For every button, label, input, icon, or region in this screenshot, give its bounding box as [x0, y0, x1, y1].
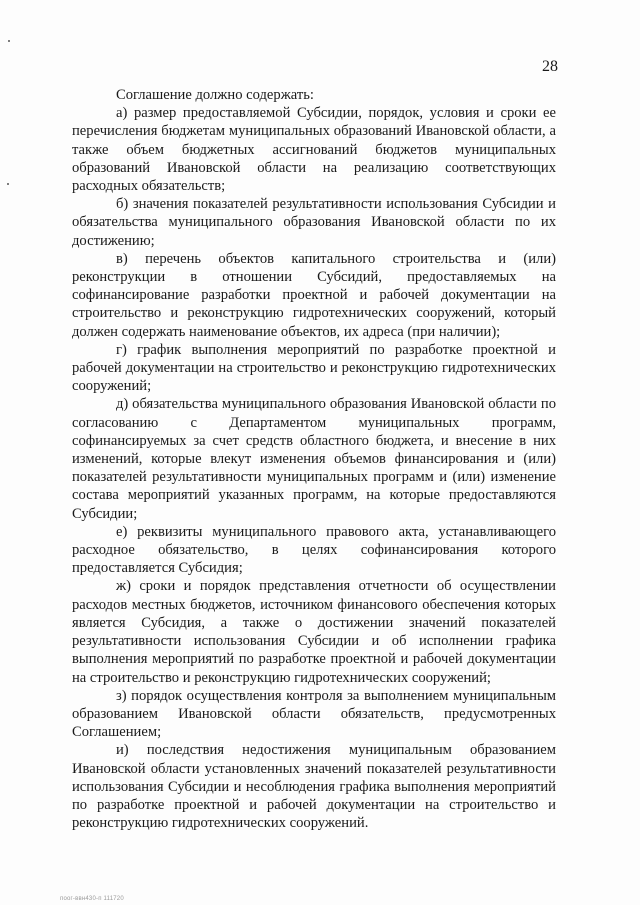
paragraph-b: б) значения показателей результативности использования Субсидии и обязательства муниципального образования Ивановской области по их достижению; [72, 196, 556, 249]
paragraph-i: и) последствия недостижения муниципальным образованием Ивановской области установленных значений показателей результативности использования Субсидии и несоблюдения графика выполнения мероприятий по разработке проектной и рабочей документации на строительство и реконструкцию гидротехнических сооружений. [72, 742, 556, 832]
paragraph-v: в) перечень объектов капитального строительства и (или) реконструкции в отношении Субсидий, предоставляемых на софинансирование разработки проектной и рабочей документации на строительство и реконструкцию гидротехнических сооружений, который должен содержать наименование объектов, их адреса (при наличии); [72, 250, 556, 340]
paragraph-e: е) реквизиты муниципального правового акта, устанавливающего расходное обязательство, в целях софинансирования которого предоставляется Субсидия; [72, 523, 556, 577]
document-body [72, 86, 556, 832]
page-number: 28 [542, 58, 558, 75]
paragraph-d: д) обязательства муниципального образования Ивановской области по согласованию с Департаментом муниципальных программ, софинансируемых за счет средств областного бюджета, и внесение в них изменений, которые влекут изменения объемов финансирования и (или) показателей результативности муниципальных программ и (или) изменение состава мероприятий указанных программ, на которые предоставляются Субсидии; [72, 396, 556, 522]
paragraph-zh: ж) сроки и порядок представления отчетности об осуществлении расходов местных бюджетов, источником финансового обеспечения которых является Субсидия, а также о достижении значений показателей результативности использования Субсидии и об исполнении графика выполнения мероприятий по разработке проектной и рабочей документации на строительство и реконструкцию гидротехнических сооружений; [72, 578, 556, 686]
scan-speck [7, 183, 9, 185]
paragraph-intro: Соглашение должно содержать: [116, 87, 314, 103]
footer-document-code: поог-ввн430-п 111720 [60, 896, 124, 902]
scan-speck [8, 40, 10, 42]
paragraph-z: з) порядок осуществления контроля за выполнением муниципальным образованием Ивановской области обязательств, предусмотренных Соглашением; [72, 687, 556, 741]
paragraph-g: г) график выполнения мероприятий по разработке проектной и рабочей документации на строительство и реконструкцию гидротехнических сооружений; [72, 341, 556, 395]
paragraph-a: а) размер предоставляемой Субсидии, порядок, условия и сроки ее перечисления бюджетам муниципальных образований Ивановской области, а также объем бюджетных ассигнований бюджетов муниципальных образований Ивановской области на реализацию соответствующих расходных обязательств; [72, 105, 556, 195]
